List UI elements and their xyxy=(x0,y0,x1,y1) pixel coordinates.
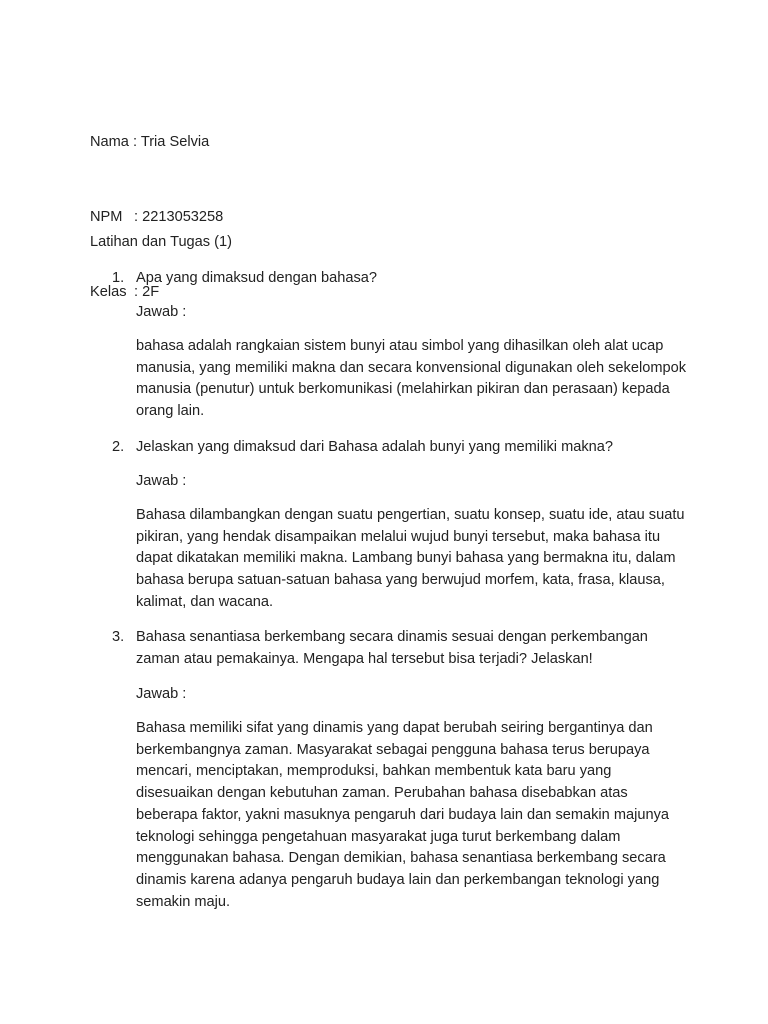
section-heading: Latihan dan Tugas (1) xyxy=(90,234,232,250)
question-text: Apa yang dimaksud dengan bahasa? xyxy=(136,270,377,286)
jawab-label: Jawab : xyxy=(136,686,187,702)
answer-text: Bahasa memiliki sifat yang dinamis yang dapat berubah seiring bergantinya dan berkembangnya zaman. Masyarakat sebagai pengguna bahasa terus berupaya mencari, menciptakan, memproduksi, bahkan membentuk kata baru yang disesuaikan dengan kebutuhan zaman. Perubahan bahasa disebabkan atas beberapa faktor, yakni masuknya pengaruh dari budaya lain dan semakin majunya teknologi sehingga pengetahuan masyarakat juga turut berkembang dalam menggunakan bahasa. Dengan demikian, bahasa senantiasa berkembang secara dinamis karena adanya pengaruh budaya lain dan perkembangan teknologi yang semakin maju. xyxy=(136,720,670,910)
question-number: 3. xyxy=(112,629,125,645)
answer-text: Bahasa dilambangkan dengan suatu pengertian, suatu konsep, suatu ide, atau suatu pikiran, yang hendak disampaikan melalui wujud bunyi tersebut, maka bahasa itu dapat dikatakan memiliki makna. Lambang bunyi bahasa yang bermakna itu, dalam bahasa berupa satuan-satuan bahasa yang berwujud morfem, kata, frasa, klausa, kalimat, dan wacana. xyxy=(136,507,685,610)
npm-key: NPM xyxy=(90,209,123,225)
answer-text: bahasa adalah rangkaian sistem bunyi atau simbol yang dihasilkan oleh alat ucap manusia, yang memiliki makna dan secara konvensional digunakan oleh sekelompok manusia (penutur) untuk berkomunikasi (melahirkan pikiran dan perasaan) kepada orang lain. xyxy=(136,338,687,420)
question-text: Jelaskan yang dimaksud dari Bahasa adalah bunyi yang memiliki makna? xyxy=(136,439,613,455)
npm-value: : 2213053258 xyxy=(134,209,224,225)
jawab-label: Jawab : xyxy=(136,473,187,489)
kelas-key: Kelas xyxy=(90,284,127,300)
kelas-value: : 2F xyxy=(134,284,160,300)
question-number: 1. xyxy=(112,270,125,286)
question-text: Bahasa senantiasa berkembang secara dinamis sesuai dengan perkembangan zaman atau pemakainya. Mengapa hal tersebut bisa terjadi? Jelaskan! xyxy=(136,629,648,667)
jawab-label: Jawab : xyxy=(136,304,187,320)
question-number: 2. xyxy=(112,439,125,455)
name-line: Nama : Tria Selvia xyxy=(90,134,210,150)
